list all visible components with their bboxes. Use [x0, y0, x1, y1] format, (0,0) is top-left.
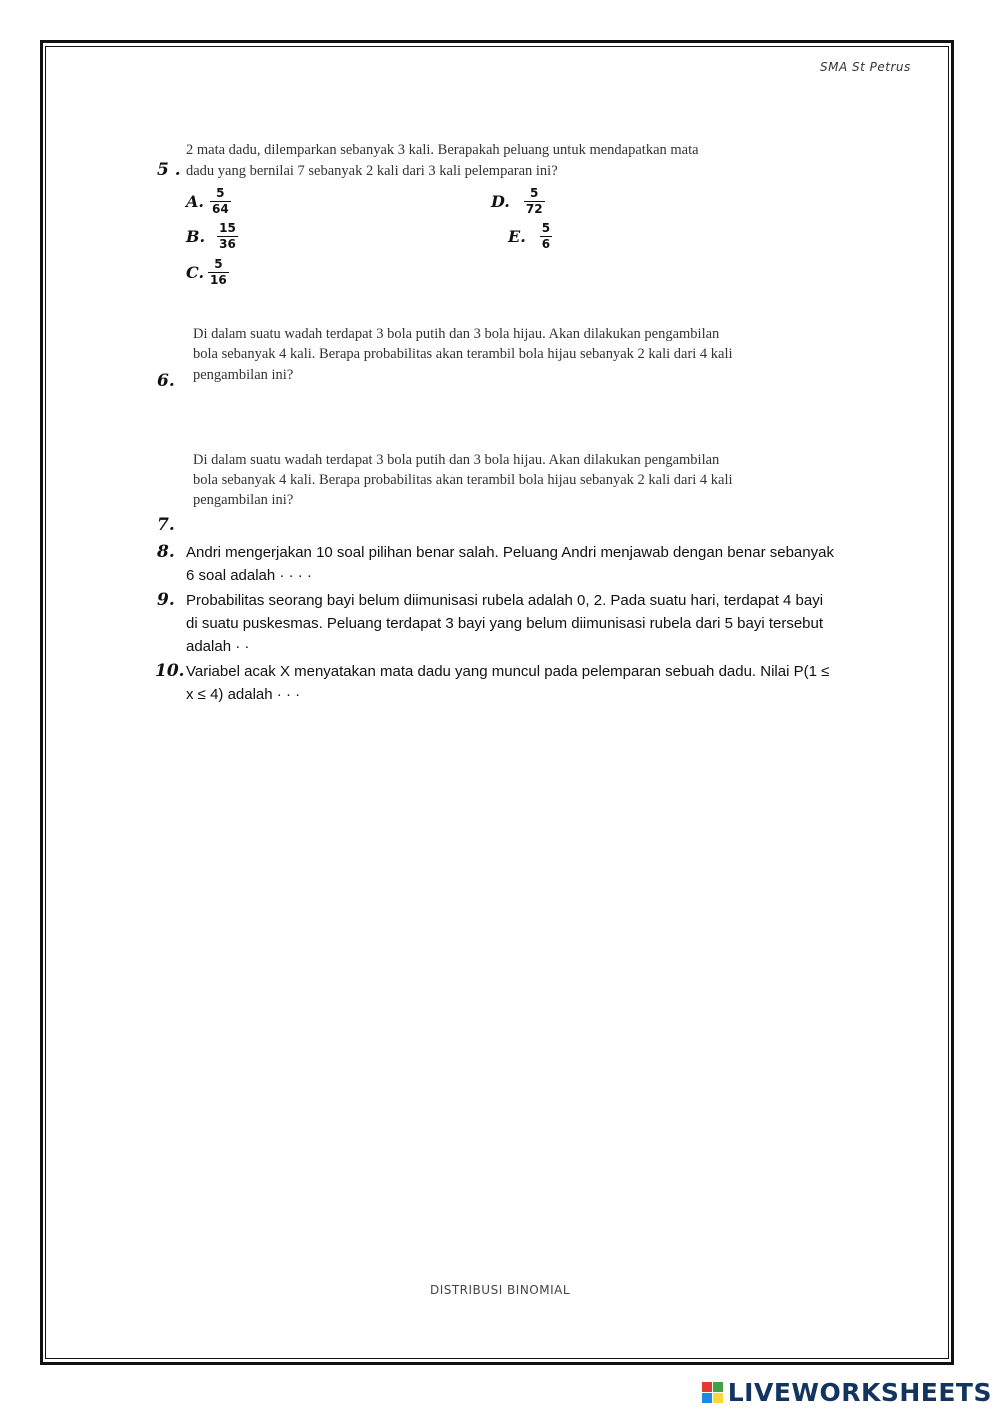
- school-header: SMA St Petrus: [820, 60, 911, 74]
- option-d-letter: D.: [491, 192, 510, 211]
- question-10-line-2: x ≤ 4) adalah · · ·: [186, 686, 301, 703]
- question-7-line-1: Di dalam suatu wadah terdapat 3 bola putih dan 3 bola hijau. Akan dilakukan pengambilan: [193, 452, 720, 468]
- question-8-line-1: Andri mengerjakan 10 soal pilihan benar salah. Peluang Andri menjawab dengan benar sebanyak: [186, 544, 834, 561]
- logo-squares-icon: [702, 1382, 723, 1403]
- option-c-numerator: 5: [214, 257, 223, 271]
- option-a-letter: A.: [186, 192, 204, 211]
- option-c-denominator: 16: [210, 273, 227, 287]
- question-7-line-2: bola sebanyak 4 kali. Berapa probabilitas akan terambil bola hijau sebanyak 2 kali dari 4 kali: [193, 472, 733, 488]
- question-8-number: 8.: [157, 542, 175, 562]
- option-b-denominator: 36: [219, 237, 236, 251]
- question-7-line-3: pengambilan ini?: [193, 492, 294, 508]
- option-c[interactable]: [186, 257, 229, 288]
- option-e-numerator: 5: [541, 221, 551, 235]
- brand-name: LIVEWORKSHEETS: [727, 1378, 992, 1407]
- option-e[interactable]: [508, 221, 552, 252]
- option-e-fraction: [540, 221, 552, 252]
- question-5-line-2: dadu yang bernilai 7 sebanyak 2 kali dari 3 kali pelemparan ini?: [186, 163, 558, 179]
- question-6-line-1: Di dalam suatu wadah terdapat 3 bola putih dan 3 bola hijau. Akan dilakukan pengambilan: [193, 326, 720, 342]
- question-10-line-1: Variabel acak X menyatakan mata dadu yang muncul pada pelemparan sebuah dadu. Nilai P(1 ≤: [186, 663, 830, 680]
- question-6-line-3: pengambilan ini?: [193, 367, 294, 383]
- question-6-line-2: bola sebanyak 4 kali. Berapa probabilitas akan terambil bola hijau sebanyak 2 kali dari 4 kali: [193, 346, 733, 362]
- footer-title: DISTRIBUSI BINOMIAL: [429, 1283, 571, 1297]
- option-d-denominator: 72: [525, 202, 543, 216]
- option-c-fraction: [208, 257, 229, 288]
- liveworksheets-logo[interactable]: [702, 1378, 992, 1407]
- option-d-fraction: [524, 186, 545, 217]
- option-d-numerator: 5: [530, 186, 539, 200]
- question-9-line-1: Probabilitas seorang bayi belum diimunisasi rubela adalah 0, 2. Pada suatu hari, terdapat 4 bayi: [186, 592, 824, 609]
- page-border-inner: [45, 46, 949, 1359]
- option-c-letter: C.: [186, 263, 205, 282]
- option-d[interactable]: [491, 186, 545, 217]
- option-b[interactable]: [186, 221, 238, 252]
- option-b-letter: B.: [186, 227, 206, 246]
- option-a[interactable]: [186, 186, 231, 217]
- option-a-fraction: [210, 186, 231, 217]
- option-e-denominator: 6: [541, 237, 551, 251]
- question-9-line-3: adalah · ·: [186, 638, 250, 655]
- question-5-line-1: 2 mata dadu, dilemparkan sebanyak 3 kali. Berapakah peluang untuk mendapatkan mata: [186, 142, 699, 158]
- question-10-number: 10.: [155, 661, 185, 681]
- option-e-letter: E.: [508, 227, 526, 246]
- question-5-number: 5 .: [157, 160, 181, 180]
- option-a-denominator: 64: [211, 202, 229, 216]
- question-6-number: 6.: [157, 371, 175, 391]
- question-9-number: 9.: [157, 590, 175, 610]
- question-7-number: 7.: [157, 515, 175, 535]
- option-b-fraction: [217, 221, 238, 252]
- question-9-line-2: di suatu puskesmas. Peluang terdapat 3 bayi yang belum diimunisasi rubela dari 5 bayi tersebut: [186, 615, 824, 632]
- option-a-numerator: 5: [216, 186, 225, 200]
- question-8-line-2: 6 soal adalah · · · ·: [186, 567, 312, 584]
- option-b-numerator: 15: [219, 221, 236, 235]
